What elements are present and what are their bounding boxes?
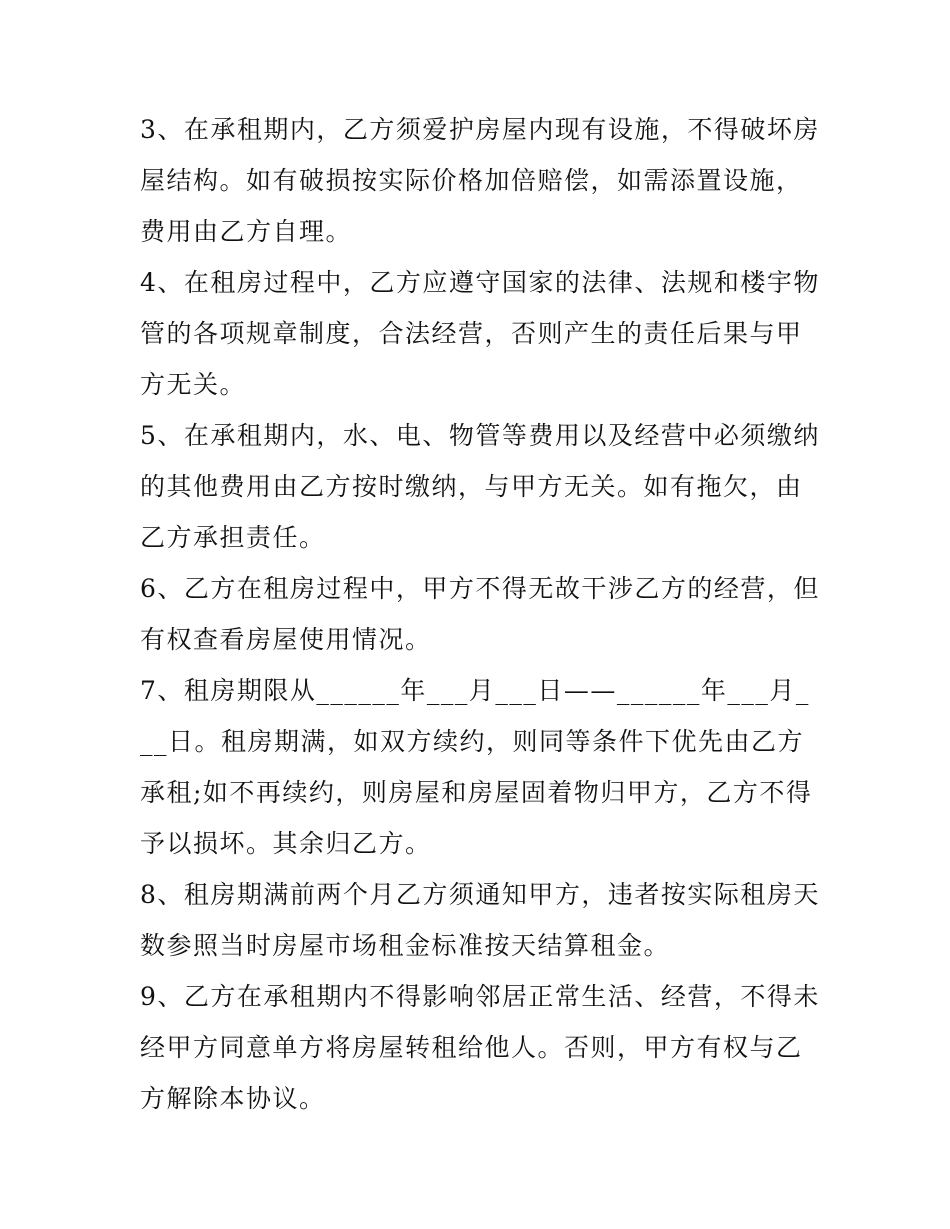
clause-9: 9、乙方在承租期内不得影响邻居正常生活、经营，不得未经甲方同意单方将房屋转租给他人。否则，甲方有权与乙方解除本协议。	[140, 982, 820, 1113]
clause-5: 5、在承租期内，水、电、物管等费用以及经营中必须缴纳的其他费用由乙方按时缴纳，与甲方无关。如有拖欠，由乙方承担责任。	[140, 421, 820, 552]
document-body	[140, 104, 820, 1124]
clause-3: 3、在承租期内，乙方须爱护房屋内现有设施，不得破坏房屋结构。如有破损按实际价格加倍赔偿，如需添置设施，费用由乙方自理。	[140, 115, 820, 246]
clause-6: 6、乙方在租房过程中，甲方不得无故干涉乙方的经营，但有权查看房屋使用情况。	[140, 574, 820, 654]
clause-7: 7、租房期限从______年___月___日——______年___月___日。租房期满，如双方续约，则同等条件下优先由乙方承租;如不再续约，则房屋和房屋固着物归甲方，乙方不得予以损坏。其余归乙方。	[140, 676, 813, 858]
clause-4: 4、在租房过程中，乙方应遵守国家的法律、法规和楼宇物管的各项规章制度，合法经营，否则产生的责任后果与甲方无关。	[140, 268, 820, 399]
clause-8: 8、租房期满前两个月乙方须通知甲方，违者按实际租房天数参照当时房屋市场租金标准按天结算租金。	[140, 880, 820, 960]
